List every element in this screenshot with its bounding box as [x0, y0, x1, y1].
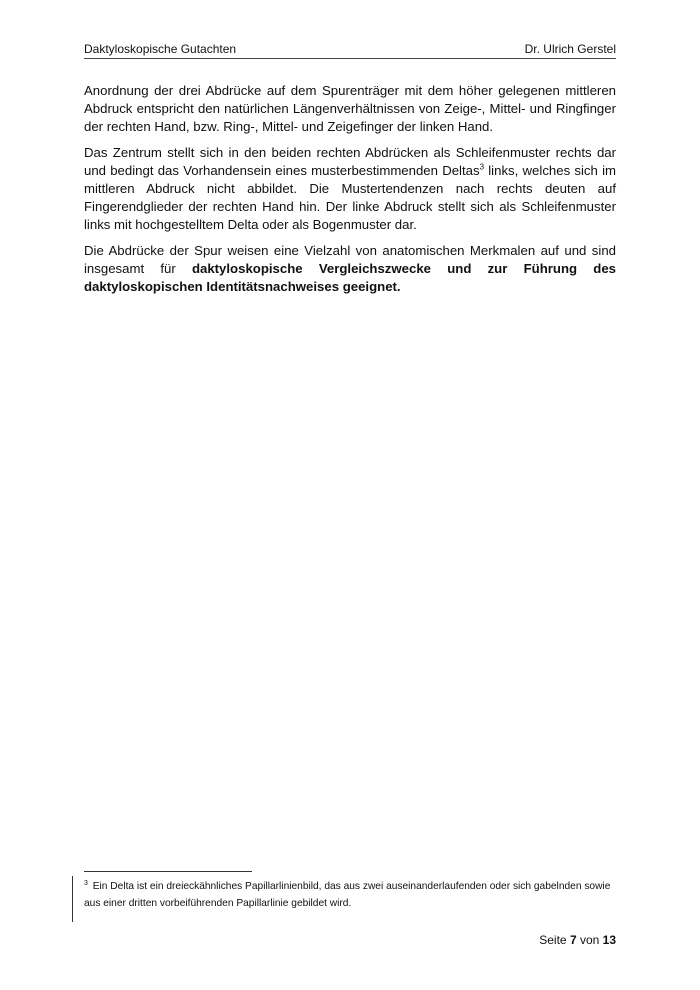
page-number-prefix: Seite — [539, 933, 570, 947]
page-number-total: 13 — [602, 933, 616, 947]
paragraph-conclusion-result: daktyloskopische Vergleichszwecke und zur Führung des daktyloskopischen Identitätsnachweises geeignet. — [84, 261, 616, 294]
page-number — [539, 933, 616, 947]
paragraph-arrangement — [84, 82, 616, 136]
footnote-number: 3 — [84, 879, 88, 887]
paragraph-conclusion — [84, 242, 616, 296]
paragraph-center-pattern-text-end: links, welches sich im mittleren Abdruck nicht abbildet. Die Mustertendenzen nach rechts deuten auf Fingerendglieder der rechten Hand hin. Der linke Abdruck stellt sich als Schleifenmuster links mit hochgestelltem Delta oder als Bogenmuster dar. — [84, 163, 616, 232]
footnote-text: Ein Delta ist ein dreieckähnliches Papillarlinienbild, das aus zwei auseinanderlaufenden oder sich gabelnden sowie aus einer dritten vorbeiführenden Papillarlinie gebildet wird. — [84, 881, 611, 909]
header-document-title: Daktyloskopische Gutachten — [84, 42, 237, 56]
page-number-middle: von — [576, 933, 603, 947]
paragraph-arrangement-text: Anordnung der drei Abdrücke auf dem Spurenträger mit dem höher gelegenen mittleren Abdruck entspricht den natürlichen Längenverhältnissen von Zeige-, Mittel- und Ringfinger der rechten Hand, bzw. Ring-, Mittel- und Zeigefinger der linken Hand. — [84, 83, 616, 134]
footnote-reference: 3 — [479, 162, 485, 172]
paragraph-center-pattern-text-start: Das Zentrum stellt sich in den beiden rechten Abdrücken als Schleifenmuster rechts dar und bedingt das Vorhandensein eines musterbestimmenden Deltas — [84, 145, 616, 178]
change-bar — [72, 876, 73, 922]
page-header — [84, 42, 616, 59]
page-number-current: 7 — [569, 933, 577, 947]
paragraph-conclusion-text: Die Abdrücke der Spur weisen eine Vielzahl von anatomischen Merkmalen auf und sind insgesamt für — [84, 243, 616, 276]
paragraph-center-pattern — [84, 144, 616, 234]
document-body — [84, 82, 616, 304]
footnote-separator — [84, 871, 252, 872]
header-author: Dr. Ulrich Gerstel — [524, 42, 616, 56]
footnote — [84, 878, 624, 912]
